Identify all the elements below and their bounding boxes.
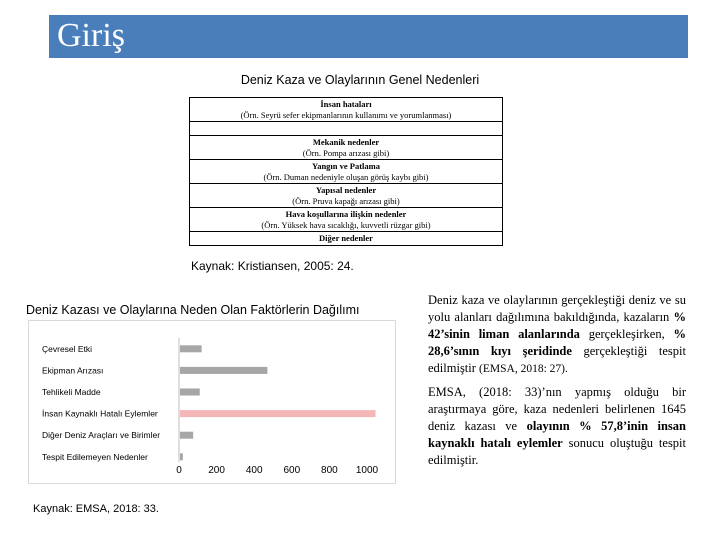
- title-bar: [49, 15, 688, 58]
- causes-source: Kaynak: Kristiansen, 2005: 24.: [191, 259, 354, 273]
- cause-item: [190, 160, 502, 184]
- causes-title: Deniz Kaza ve Olaylarının Genel Nedenleri: [240, 73, 480, 87]
- page-title: Giriş: [57, 17, 125, 54]
- p1-run: % 42’sinin liman alanlarında: [428, 310, 686, 341]
- category-label: Diğer Deniz Araçları ve Birimler: [42, 430, 161, 441]
- chart-source: Kaynak: EMSA, 2018: 33.: [33, 503, 159, 515]
- category-label: Ekipman Arızası: [42, 365, 104, 376]
- cause-heading: Yapısal nedenler: [315, 185, 377, 195]
- x-tick-label: 400: [245, 465, 263, 476]
- cause-example: (Örn. Seyrü sefer ekipmanlarının kullanımı ve yorumlanması): [240, 109, 452, 120]
- category-label: Çevresel Etki: [42, 343, 93, 354]
- paragraph-human-error-stats: [428, 384, 686, 469]
- chart-title: Deniz Kazası ve Olaylarına Neden Olan Faktörlerin Dağılımı: [26, 303, 360, 317]
- p1-run: (EMSA, 2018: 27).: [479, 363, 568, 375]
- cause-example: (Örn. Pompa arızası gibi): [302, 147, 390, 158]
- paragraph-harbor-stats: [428, 292, 686, 378]
- cause-item: [190, 232, 502, 245]
- cause-heading: İnsan hataları: [320, 99, 372, 109]
- cause-example: (Örn. Yüksek hava sıcaklığı, kuvvetli rüzgar gibi): [261, 219, 431, 230]
- p2-run: olayının % 57,8’inin insan kaynaklı hatalı eylemler: [428, 419, 686, 450]
- x-tick-label: 600: [283, 465, 301, 476]
- causes-table: [189, 97, 503, 246]
- cause-item: [190, 184, 502, 208]
- category-label: Tehlikeli Madde: [42, 387, 101, 397]
- cause-gap: [190, 122, 502, 136]
- cause-heading: Diğer nedenler: [319, 233, 373, 243]
- category-label: İnsan Kaynaklı Hatalı Eylemler: [42, 408, 158, 419]
- x-tick-label: 200: [208, 465, 225, 476]
- p1-run: gerçekleşirken,: [579, 327, 674, 341]
- category-label: Tespit Edilemeyen Nedenler: [42, 451, 148, 462]
- x-tick-label: 800: [321, 465, 338, 476]
- p2-run: sonucu oluştuğu tespit edilmiştir.: [428, 436, 686, 467]
- chart-frame: [28, 320, 396, 484]
- p1-run: gerçekleştiği tespit edilmiştir: [428, 344, 686, 375]
- cause-heading: Mekanik nedenler: [312, 137, 380, 147]
- cause-item: [190, 136, 502, 160]
- p2-run: EMSA, (2018: 33)’nın yapmış olduğu bir araştırmaya göre, kaza nedenleri belirlenen 1645 deniz kazası ve: [428, 385, 686, 433]
- p1-run: % 28,6’sının kıyı şeridinde: [428, 327, 686, 358]
- x-tick-label: 1000: [355, 465, 379, 476]
- cause-item: [190, 208, 502, 232]
- p1-run: Deniz kaza ve olaylarının gerçekleştiği deniz ve su yolu alanları dağılımına bakıldığında, kazaların: [428, 293, 686, 324]
- cause-example: (Örn. Pruva kapağı arızası gibi): [292, 195, 400, 206]
- x-tick-label: 0: [176, 465, 182, 476]
- cause-example: (Örn. Duman nedeniyle oluşan görüş kaybı gibi): [263, 171, 429, 182]
- cause-heading: Yangın ve Patlama: [312, 161, 380, 171]
- cause-item: [190, 98, 502, 122]
- cause-heading: Hava koşullarına ilişkin nedenler: [285, 209, 407, 219]
